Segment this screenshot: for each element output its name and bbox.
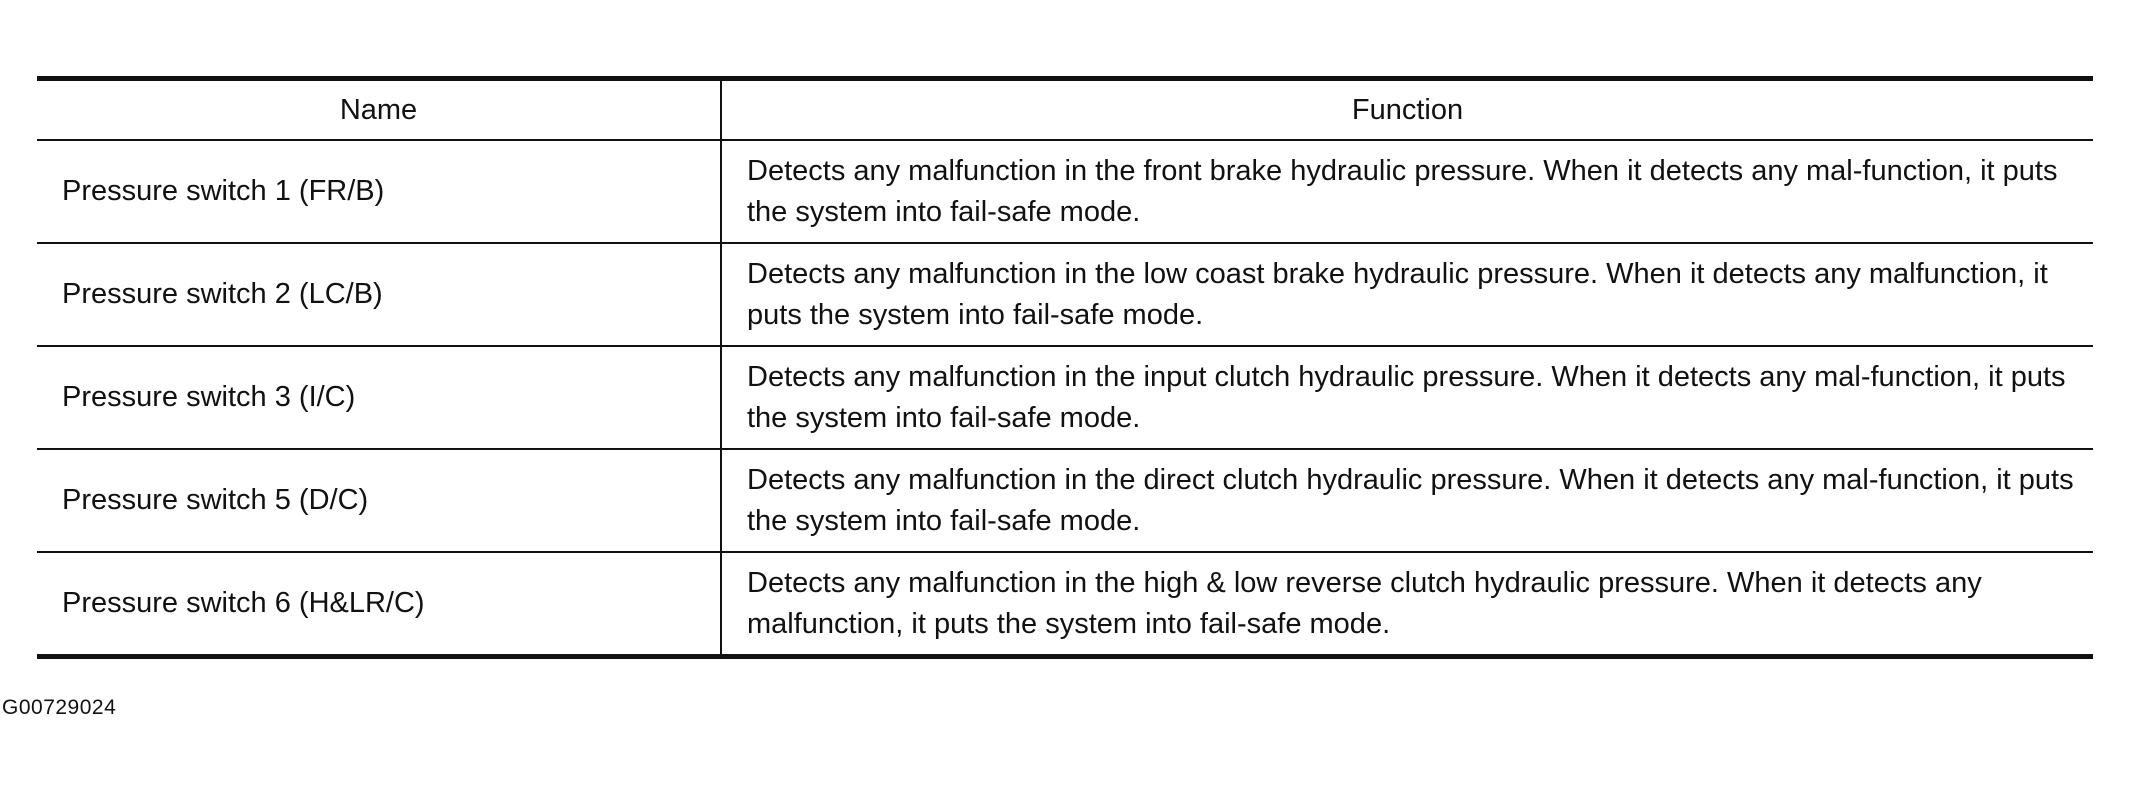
- row-name-cell: Pressure switch 3 (I/C): [37, 346, 721, 449]
- row-name-cell: Pressure switch 5 (D/C): [37, 449, 721, 552]
- table-row: [37, 346, 2093, 449]
- pressure-switch-table: [37, 76, 2093, 659]
- row-function-cell: Detects any malfunction in the front brake hydraulic pressure. When it detects any mal-function, it puts the system into fail-safe mode.: [747, 154, 2058, 228]
- header-name: Name: [37, 79, 721, 141]
- row-function-cell: Detects any malfunction in the high & low reverse clutch hydraulic pressure. When it detects any malfunction, it puts the system into fail-safe mode.: [747, 566, 1982, 640]
- row-function-cell: Detects any malfunction in the direct clutch hydraulic pressure. When it detects any mal-function, it puts the system into fail-safe mode.: [747, 463, 2074, 537]
- table-row: [37, 243, 2093, 346]
- table-row: [37, 140, 2093, 243]
- pressure-switch-table-container: [37, 76, 2093, 659]
- row-function-cell: Detects any malfunction in the low coast brake hydraulic pressure. When it detects any malfunction, it puts the system into fail-safe mode.: [747, 257, 2048, 331]
- table-header-row: [37, 79, 2093, 141]
- figure-code: G00729024: [2, 696, 117, 719]
- header-function: Function: [1351, 93, 1464, 126]
- row-name-cell: Pressure switch 1 (FR/B): [37, 140, 721, 243]
- table-row: [37, 552, 2093, 657]
- row-function-cell: Detects any malfunction in the input clutch hydraulic pressure. When it detects any mal-function, it puts the system into fail-safe mode.: [747, 360, 2066, 434]
- row-name-cell: Pressure switch 2 (LC/B): [37, 243, 721, 346]
- table-row: [37, 449, 2093, 552]
- row-name-cell: Pressure switch 6 (H&LR/C): [37, 552, 721, 657]
